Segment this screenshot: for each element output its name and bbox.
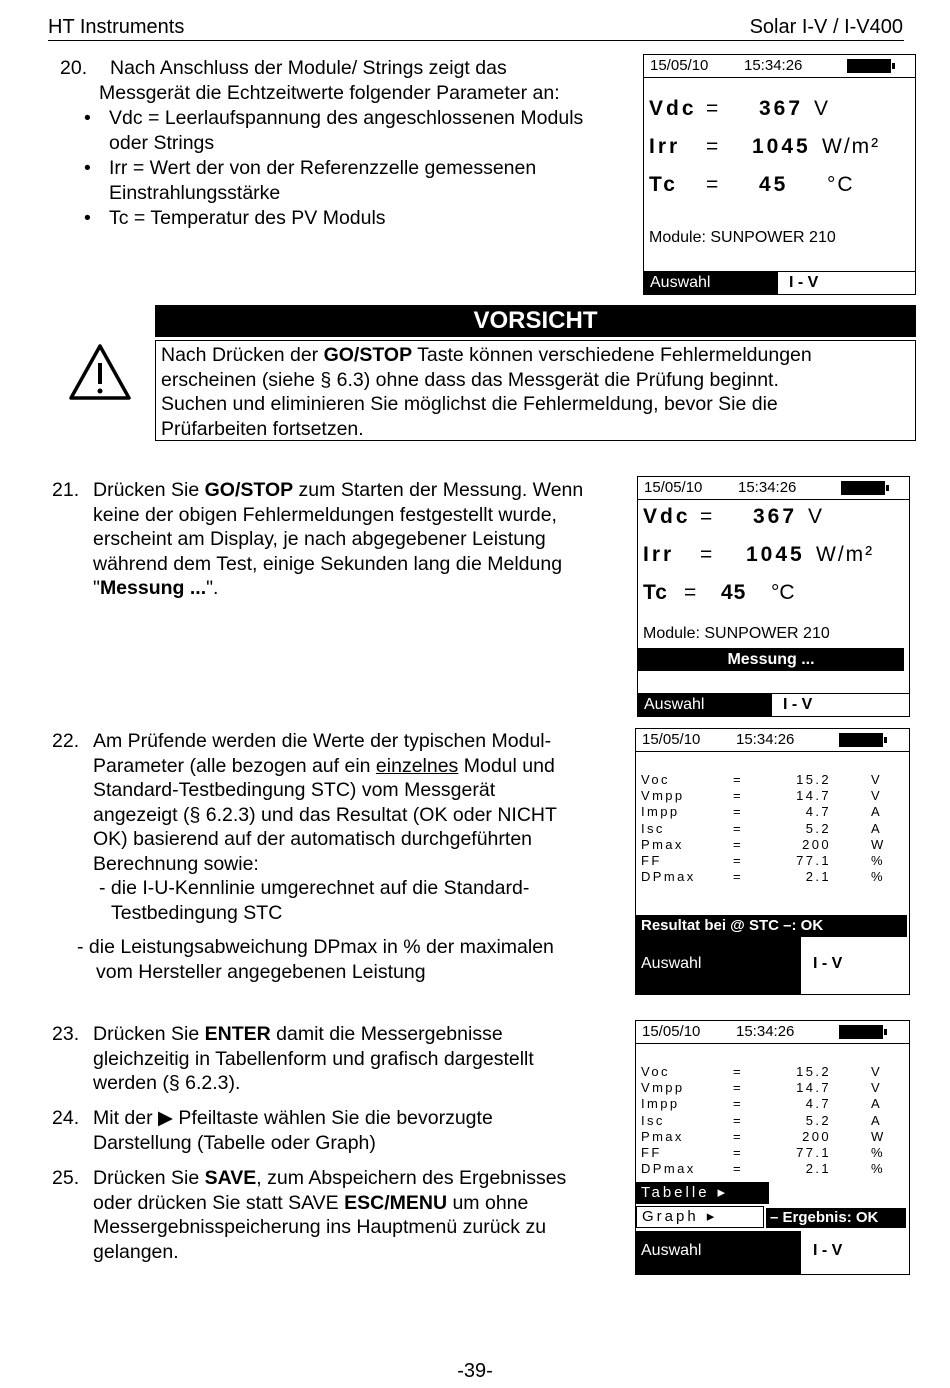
fkey-auswahl[interactable]: Auswahl xyxy=(638,694,772,716)
step-text: Berechnung sowie: xyxy=(93,852,259,875)
param-label: Impp xyxy=(641,804,680,820)
caution-line: Prüfarbeiten fortsetzen. xyxy=(161,417,364,440)
module-name: Module: SUNPOWER 210 xyxy=(649,229,836,246)
screen-date: 15/05/10 xyxy=(642,1023,701,1040)
step-text: Messgerät die Echtzeitwerte folgender Parameter an: xyxy=(99,81,560,104)
param-unit: % xyxy=(871,869,885,885)
param-unit: % xyxy=(871,853,885,868)
screen-date: 15/05/10 xyxy=(644,479,703,496)
fkey-auswahl[interactable]: Auswahl xyxy=(644,272,778,294)
vdc-value: 367 xyxy=(753,505,798,528)
param-eq: = xyxy=(733,1096,743,1112)
bullet-text: Einstrahlungsstärke xyxy=(109,181,281,204)
param-label: Pmax xyxy=(641,1128,684,1144)
step-text: Drücken Sie ENTER damit die Messergebnisse xyxy=(93,1023,503,1045)
param-unit: V xyxy=(871,772,883,787)
step-number: 22. xyxy=(52,730,80,752)
results-table xyxy=(641,772,906,892)
param-value: 15.2 xyxy=(796,772,831,787)
tc-eq: = xyxy=(706,173,721,196)
param-eq: = xyxy=(733,836,743,852)
step-text: während dem Test, einige Sekunden lang die Meldung xyxy=(93,552,563,575)
step-text: Darstellung (Tabelle oder Graph) xyxy=(93,1131,376,1154)
screen-time: 15:34:26 xyxy=(738,479,797,496)
step-text: werden (§ 6.2.3). xyxy=(93,1072,241,1094)
irr-unit: W/m² xyxy=(822,135,881,158)
param-label: Vmpp xyxy=(641,788,685,804)
battery-icon xyxy=(847,59,891,73)
results-table xyxy=(641,1064,906,1179)
step-text: "Messung ...". xyxy=(93,577,219,599)
step-text: Am Prüfende werden die Werte der typischen Modul- xyxy=(93,730,552,752)
screen-date: 15/05/10 xyxy=(650,57,709,74)
header-right: Solar I-V / I-V400 xyxy=(749,16,903,38)
param-label: Isc xyxy=(641,1112,665,1128)
vdc-unit: V xyxy=(808,505,825,528)
param-value: 14.7 xyxy=(796,788,831,804)
param-unit: A xyxy=(871,1112,883,1128)
param-value: 14.7 xyxy=(796,1080,831,1096)
step-text: - die Leistungsabweichung DPmax in % der maximalen xyxy=(77,936,554,958)
param-unit: % xyxy=(871,1161,885,1177)
screen-date: 15/05/10 xyxy=(642,731,701,748)
param-unit: V xyxy=(871,788,883,804)
menu-tabelle[interactable]: Tabelle ▸ xyxy=(636,1182,769,1204)
battery-icon xyxy=(839,1025,883,1039)
caution-title: VORSICHT xyxy=(155,305,916,337)
step-number: 20. xyxy=(60,57,88,79)
device-screen-1 xyxy=(643,54,916,295)
step-number: 21. xyxy=(52,479,80,501)
step-text: angezeigt (§ 6.2.3) und das Resultat (OK oder NICHT xyxy=(93,803,557,826)
device-screen-3 xyxy=(635,728,910,995)
screen-statusbar xyxy=(636,729,909,752)
tc-eq: = xyxy=(684,581,699,604)
fkey-iv[interactable]: I - V xyxy=(813,1242,843,1259)
step-text: Standard-Testbedingung STC) vom Messgerät xyxy=(93,779,496,801)
step-text: Parameter (alle bezogen auf ein einzelnes Modul und xyxy=(93,754,555,777)
screen-time: 15:34:26 xyxy=(736,731,795,748)
caution-line: Suchen und eliminieren Sie möglichst die Fehlermeldung, bevor Sie die xyxy=(161,393,778,415)
bullet-icon: • xyxy=(84,157,91,179)
param-unit: W xyxy=(871,836,886,852)
bullet-text: oder Strings xyxy=(109,131,215,154)
arrow-right-icon: ▶ xyxy=(158,1107,174,1129)
result-message: – Ergebnis: OK xyxy=(766,1208,906,1228)
param-eq: = xyxy=(733,853,743,868)
param-value: 200 xyxy=(802,1128,831,1144)
irr-label: Irr xyxy=(643,543,675,566)
screen-statusbar xyxy=(636,1021,909,1044)
param-label: Voc xyxy=(641,772,670,787)
step-text: erscheint am Display, je nach abgegebener Leistung xyxy=(93,528,546,550)
caution-box xyxy=(155,340,916,441)
arrow-right-icon: ▸ xyxy=(717,1184,729,1201)
menu-graph[interactable]: Graph ▸ xyxy=(636,1206,764,1228)
param-label: DPmax xyxy=(641,869,696,885)
step-text: OK) basierend auf der automatisch durchgeführten xyxy=(93,828,533,850)
module-name: Module: SUNPOWER 210 xyxy=(643,625,830,642)
param-value: 200 xyxy=(802,836,831,852)
param-value: 4.7 xyxy=(805,804,831,820)
param-label: Vmpp xyxy=(641,1080,685,1096)
function-bar xyxy=(638,693,909,716)
param-label: FF xyxy=(641,1145,662,1160)
bullet-text: Irr = Wert der von der Referenzzelle gemessenen xyxy=(109,157,537,179)
param-eq: = xyxy=(733,1145,743,1160)
step-text: gleichzeitig in Tabellenform und grafisch dargestellt xyxy=(93,1047,534,1070)
device-screen-4 xyxy=(635,1020,910,1275)
param-unit: V xyxy=(871,1080,883,1096)
step-text: vom Hersteller angegebenen Leistung xyxy=(96,960,426,983)
param-unit: A xyxy=(871,1096,883,1112)
vdc-eq: = xyxy=(706,97,721,120)
step-text: Drücken Sie GO/STOP zum Starten der Messung. Wenn xyxy=(93,479,584,501)
param-eq: = xyxy=(733,1112,743,1128)
param-value: 15.2 xyxy=(796,1064,831,1079)
step-text: gelangen. xyxy=(93,1240,179,1263)
battery-icon xyxy=(839,733,883,747)
step-text: Nach Anschluss der Module/ Strings zeigt das xyxy=(110,57,507,79)
param-label: Impp xyxy=(641,1096,680,1112)
caution-line: Nach Drücken der GO/STOP Taste können verschiedene Fehlermeldungen xyxy=(161,344,812,366)
param-eq: = xyxy=(733,804,743,820)
param-value: 2.1 xyxy=(805,1161,831,1177)
step-text: Drücken Sie SAVE, zum Abspeichern des Ergebnisses xyxy=(93,1167,567,1189)
irr-value: 1045 xyxy=(752,135,811,158)
tc-label: Tc xyxy=(643,581,668,604)
header-rule xyxy=(48,40,904,41)
param-eq: = xyxy=(733,820,743,836)
device-screen-2 xyxy=(637,476,910,717)
screen-time: 15:34:26 xyxy=(736,1023,795,1040)
irr-label: Irr xyxy=(649,135,681,158)
step-text: Messergebnisspeicherung ins Hauptmenü zurück zu xyxy=(93,1216,547,1238)
step-text: oder drücken Sie statt SAVE ESC/MENU um ohne xyxy=(93,1191,529,1214)
param-unit: A xyxy=(871,804,883,820)
tc-unit: °C xyxy=(771,581,795,604)
battery-icon xyxy=(841,481,885,495)
warning-icon xyxy=(68,343,132,401)
bullet-text: Vdc = Leerlaufspannung des angeschlossenen Moduls xyxy=(109,107,584,129)
tc-unit: °C xyxy=(827,173,855,196)
step-text: - die I-U-Kennlinie umgerechnet auf die Standard- xyxy=(99,877,530,899)
vdc-value: 367 xyxy=(759,97,804,120)
param-value: 77.1 xyxy=(796,853,831,868)
fkey-auswahl[interactable]: Auswahl xyxy=(641,955,702,972)
param-value: 4.7 xyxy=(805,1096,831,1112)
tc-value: 45 xyxy=(759,173,789,196)
irr-unit: W/m² xyxy=(816,543,875,566)
function-bar xyxy=(644,271,915,294)
screen-statusbar xyxy=(638,477,909,500)
fkey-iv[interactable]: I - V xyxy=(813,955,843,972)
vdc-label: Vdc xyxy=(649,97,697,120)
param-eq: = xyxy=(733,1064,743,1079)
screen-time: 15:34:26 xyxy=(744,57,803,74)
vdc-eq: = xyxy=(700,505,715,528)
vdc-unit: V xyxy=(814,97,831,120)
screen-statusbar xyxy=(644,55,915,78)
param-label: Voc xyxy=(641,1064,670,1079)
param-eq: = xyxy=(733,772,743,787)
bullet-text: Tc = Temperatur des PV Moduls xyxy=(109,207,386,229)
caution-line: erscheinen (siehe § 6.3) ohne dass das Messgerät die Prüfung beginnt. xyxy=(161,368,779,391)
tc-label: Tc xyxy=(649,173,678,196)
arrow-right-icon: ▸ xyxy=(706,1208,718,1225)
header-left: HT Instruments xyxy=(48,16,185,38)
step-number: 23. xyxy=(52,1023,80,1045)
fkey-iv[interactable]: I - V xyxy=(789,274,819,291)
param-value: 2.1 xyxy=(805,869,831,885)
vdc-label: Vdc xyxy=(643,505,691,528)
step-number: 25. xyxy=(52,1167,80,1189)
status-message: Messung ... xyxy=(638,648,904,671)
fkey-auswahl[interactable]: Auswahl xyxy=(641,1242,702,1259)
tc-value: 45 xyxy=(721,581,747,604)
param-eq: = xyxy=(733,1080,743,1096)
step-text: Testbedingung STC xyxy=(111,901,283,924)
param-value: 77.1 xyxy=(796,1145,831,1160)
irr-eq: = xyxy=(706,135,721,158)
bullet-icon: • xyxy=(84,107,91,129)
result-message: Resultat bei @ STC –: OK xyxy=(636,915,907,937)
step-text: Mit der ▶ Pfeiltaste wählen Sie die bevorzugte xyxy=(93,1107,493,1129)
param-value: 5.2 xyxy=(805,1112,831,1128)
param-label: Pmax xyxy=(641,836,684,852)
param-label: DPmax xyxy=(641,1161,696,1177)
param-unit: A xyxy=(871,820,883,836)
param-eq: = xyxy=(733,869,743,885)
bullet-icon: • xyxy=(84,207,91,229)
page-number: -39- xyxy=(457,1360,493,1382)
param-value: 5.2 xyxy=(805,820,831,836)
param-eq: = xyxy=(733,1128,743,1144)
param-eq: = xyxy=(733,1161,743,1177)
step-text: keine der obigen Fehlermeldungen festgestellt wurde, xyxy=(93,503,557,526)
fkey-iv[interactable]: I - V xyxy=(783,696,813,713)
irr-value: 1045 xyxy=(746,543,805,566)
param-unit: % xyxy=(871,1145,885,1160)
irr-eq: = xyxy=(700,543,715,566)
param-eq: = xyxy=(733,788,743,804)
param-unit: V xyxy=(871,1064,883,1079)
step-number: 24. xyxy=(52,1107,80,1129)
param-unit: W xyxy=(871,1128,886,1144)
param-label: Isc xyxy=(641,820,665,836)
param-label: FF xyxy=(641,853,662,868)
